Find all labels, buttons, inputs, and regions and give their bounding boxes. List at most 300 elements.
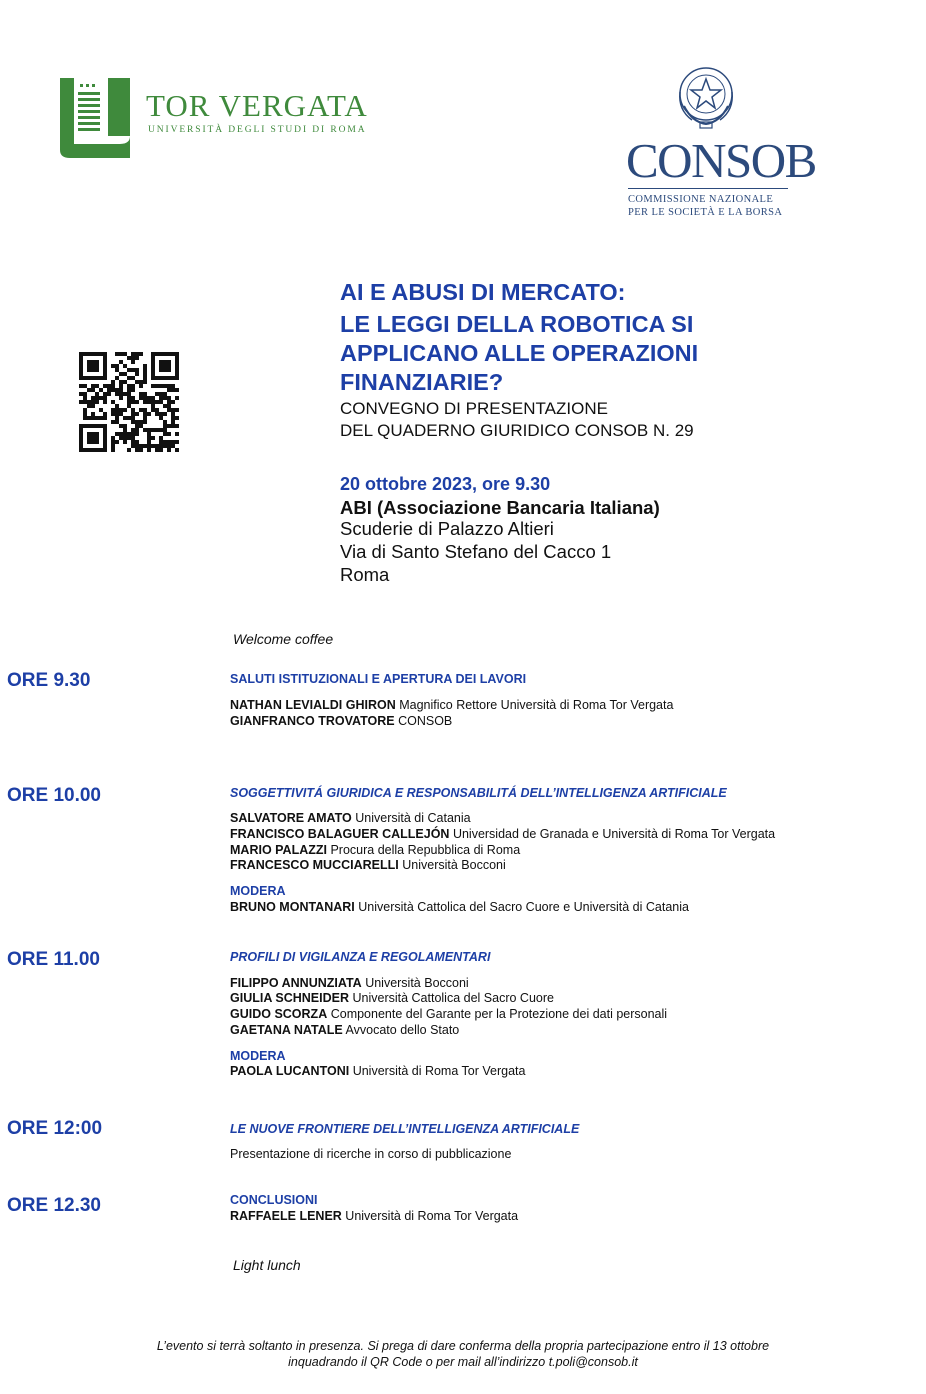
speaker: GIANFRANCO TROVATORE CONSOB [230,714,453,728]
qr-module [139,396,143,400]
qr-module [87,432,91,436]
qr-module [119,408,123,412]
qr-module [131,420,135,424]
qr-module [147,400,151,404]
light-lunch: Light lunch [233,1257,301,1273]
qr-module [123,424,127,428]
qr-module [171,420,175,424]
qr-module [91,352,95,356]
qr-module [91,416,95,420]
qr-module [127,396,131,400]
qr-module [99,388,103,392]
qr-module [163,352,167,356]
qr-module [87,448,91,452]
qr-module [159,448,163,452]
qr-module [111,420,115,424]
tor-vergata-subtitle: UNIVERSITÀ DEGLI STUDI DI ROMA [148,125,367,135]
session-title: CONCLUSIONI [230,1193,318,1207]
qr-module [83,376,87,380]
qr-module [167,396,171,400]
qr-module [115,404,119,408]
qr-module [87,440,91,444]
qr-module [103,448,107,452]
qr-module [135,424,139,428]
qr-module [143,428,147,432]
qr-module [167,400,171,404]
qr-module [131,352,135,356]
qr-module [83,408,87,412]
qr-module [95,396,99,400]
qr-module [99,416,103,420]
qr-module [147,432,151,436]
qr-module [127,404,131,408]
qr-module [131,444,135,448]
qr-module [171,352,175,356]
qr-module [87,376,91,380]
qr-module [143,372,147,376]
qr-module [167,444,171,448]
qr-module [135,412,139,416]
qr-module [167,376,171,380]
event-date: 20 ottobre 2023, ore 9.30 [340,474,551,494]
qr-module [87,404,91,408]
qr-module [83,424,87,428]
qr-module [91,412,95,416]
qr-module [139,352,143,356]
qr-module [151,400,155,404]
qr-module [151,356,155,360]
qr-module [155,376,159,380]
qr-module [123,436,127,440]
qr-module [135,440,139,444]
qr-module [163,368,167,372]
qr-module [135,432,139,436]
qr-module [91,384,95,388]
qr-module [155,400,159,404]
qr-module [155,408,159,412]
qr-module [159,428,163,432]
qr-module [143,392,147,396]
qr-module [167,388,171,392]
qr-module [83,412,87,416]
qr-module [151,352,155,356]
event-address-line: Scuderie di Palazzo Altieri [340,518,554,539]
qr-module [155,448,159,452]
qr-module [99,424,103,428]
qr-module [167,364,171,368]
qr-module [131,416,135,420]
qr-module [115,420,119,424]
qr-module [167,384,171,388]
qr-module [135,448,139,452]
qr-module [103,392,107,396]
qr-module [147,448,151,452]
qr-module [151,396,155,400]
qr-module [163,384,167,388]
qr-module [79,352,83,356]
qr-module [111,412,115,416]
qr-module [155,428,159,432]
qr-module [103,396,107,400]
qr-module [79,360,83,364]
qr-module [103,384,107,388]
qr-module [87,416,91,420]
qr-module [175,408,179,412]
session-time: ORE 9.30 [7,670,91,691]
qr-module [131,376,135,380]
qr-module [131,384,135,388]
qr-module [155,392,159,396]
qr-module [91,376,95,380]
qr-module [79,376,83,380]
qr-module [171,416,175,420]
qr-module [175,360,179,364]
qr-module [123,380,127,384]
qr-module [119,388,123,392]
qr-module [95,432,99,436]
qr-module [159,436,163,440]
qr-module [87,364,91,368]
qr-module [155,412,159,416]
qr-module [79,368,83,372]
moderator-label: MODERA [230,1049,286,1063]
qr-module [115,388,119,392]
qr-module [79,392,83,396]
footer-note-line-1: L’evento si terrà soltanto in presenza. Si prega di dare conferma della propria partecipazione entro il 13 ottobre [156,1339,770,1353]
qr-module [175,352,179,356]
qr-module [147,444,151,448]
qr-module [143,408,147,412]
qr-module [135,428,139,432]
qr-module [119,360,123,364]
qr-module [131,408,135,412]
qr-module [151,436,155,440]
qr-module [115,364,119,368]
qr-module [115,416,119,420]
qr-module [107,392,111,396]
qr-module [91,360,95,364]
qr-module [79,356,83,360]
event-venue: ABI (Associazione Bancaria Italiana) [340,497,660,518]
qr-module [139,392,143,396]
qr-module [115,376,119,380]
qr-module [123,392,127,396]
qr-module [171,440,175,444]
speaker: GUIDO SCORZA Componente del Garante per la Protezione dei dati personali [230,1007,668,1021]
qr-module [171,408,175,412]
qr-module [119,436,123,440]
qr-module [159,352,163,356]
qr-module [119,352,123,356]
qr-module [95,364,99,368]
consob-subtitle-1: COMMISSIONE NAZIONALE [628,194,774,205]
qr-module [123,428,127,432]
qr-module [95,400,99,404]
qr-module [147,396,151,400]
qr-module [131,360,135,364]
qr-module [151,384,155,388]
qr-module [151,404,155,408]
qr-module [131,388,135,392]
qr-module [83,416,87,420]
tor-vergata-logo [60,78,420,158]
qr-module [103,372,107,376]
qr-module [155,444,159,448]
qr-module [91,404,95,408]
qr-module [115,368,119,372]
qr-module [115,440,119,444]
qr-module [151,372,155,376]
qr-module [135,444,139,448]
qr-module [163,360,167,364]
qr-module [99,352,103,356]
qr-module [119,424,123,428]
qr-module [167,432,171,436]
qr-module [167,424,171,428]
footer-note-line-2: inquadrando il QR Code o per mail all’indirizzo t.poli@consob.it [288,1355,638,1369]
speaker: GIULIA SCHNEIDER Università Cattolica del Sacro Cuore [230,991,554,1005]
qr-module [147,428,151,432]
qr-module [103,412,107,416]
qr-module [163,428,167,432]
qr-module [111,380,115,384]
qr-module [163,444,167,448]
qr-module [131,428,135,432]
qr-module [79,384,83,388]
qr-module [79,428,83,432]
qr-module [159,444,163,448]
event-address-line: Via di Santo Stefano del Cacco 1 [340,541,612,562]
session-title: SOGGETTIVITÁ GIURIDICA E RESPONSABILITÁ DELL’INTELLIGENZA ARTIFICIALE [230,786,727,800]
speaker: FRANCISCO BALAGUER CALLEJÓN Universidad de Granada e Università di Roma Tor Vergata [230,827,776,841]
qr-module [131,368,135,372]
qr-module [139,444,143,448]
moderator-label: MODERA [230,884,286,898]
qr-module [119,412,123,416]
session-title: SALUTI ISTITUZIONALI E APERTURA DEI LAVORI [230,672,527,686]
qr-module [95,360,99,364]
qr-module [127,388,131,392]
qr-module [123,364,127,368]
qr-module [167,408,171,412]
event-subtitle-line: CONVEGNO DI PRESENTAZIONE [340,399,608,418]
qr-module [99,448,103,452]
qr-module [111,388,115,392]
qr-module [143,416,147,420]
qr-module [167,440,171,444]
qr-module [159,440,163,444]
qr-module [115,392,119,396]
qr-module [139,380,143,384]
qr-module [103,444,107,448]
consob-name: CONSOB [626,133,816,188]
qr-module [111,400,115,404]
qr-module [127,400,131,404]
qr-module [95,424,99,428]
qr-module [127,356,131,360]
welcome-coffee: Welcome coffee [233,631,334,647]
qr-module [99,376,103,380]
qr-module [79,372,83,376]
qr-module [103,352,107,356]
qr-module [143,368,147,372]
qr-module [95,368,99,372]
qr-module [159,360,163,364]
qr-module [119,380,123,384]
qr-module [163,404,167,408]
qr-module [123,352,127,356]
qr-module [131,396,135,400]
qr-module [111,440,115,444]
qr-module [163,424,167,428]
consob-logo [620,62,816,227]
qr-module [79,432,83,436]
qr-module [99,396,103,400]
qr-module [123,432,127,436]
qr-module [131,412,135,416]
qr-module [83,384,87,388]
qr-code-icon[interactable] [79,352,179,452]
qr-module [171,412,175,416]
qr-module [91,388,95,392]
qr-module [147,412,151,416]
qr-module [143,420,147,424]
session-time: ORE 11.00 [7,949,100,970]
qr-module [159,368,163,372]
qr-module [175,440,179,444]
qr-module [143,444,147,448]
qr-module [79,424,83,428]
qr-module [163,364,167,368]
qr-module [95,376,99,380]
qr-module [167,352,171,356]
speaker: FRANCESCO MUCCIARELLI Università Bocconi [230,858,506,872]
qr-module [135,420,139,424]
tor-vergata-emblem-icon [60,78,140,158]
qr-module [139,420,143,424]
qr-module [123,372,127,376]
qr-module [119,384,123,388]
qr-module [139,384,143,388]
qr-module [175,372,179,376]
qr-module [135,380,139,384]
qr-module [123,408,127,412]
qr-module [127,448,131,452]
qr-module [127,436,131,440]
qr-module [95,392,99,396]
qr-module [163,412,167,416]
qr-module [139,448,143,452]
tor-vergata-name: TOR VERGATA [146,88,368,123]
qr-module [159,376,163,380]
qr-module [91,448,95,452]
qr-module [95,436,99,440]
qr-module [151,428,155,432]
speaker: GAETANA NATALE Avvocato dello Stato [230,1023,460,1037]
qr-module [143,396,147,400]
consob-divider [628,188,788,189]
qr-module [175,396,179,400]
session-time: ORE 12.30 [7,1195,101,1216]
qr-module [127,392,131,396]
qr-module [123,416,127,420]
qr-module [95,448,99,452]
qr-module [87,368,91,372]
session-title: PROFILI DI VIGILANZA E REGOLAMENTARI [230,950,491,964]
qr-module [163,396,167,400]
qr-module [111,436,115,440]
qr-module [127,432,131,436]
qr-module [79,364,83,368]
qr-module [155,352,159,356]
qr-module [95,440,99,444]
qr-module [159,400,163,404]
qr-module [151,376,155,380]
qr-module [115,412,119,416]
qr-module [79,444,83,448]
qr-module [131,356,135,360]
qr-module [95,384,99,388]
qr-module [119,432,123,436]
qr-module [87,388,91,392]
consob-subtitle-2: PER LE SOCIETÀ E LA BORSA [628,207,783,218]
qr-module [143,412,147,416]
qr-module [111,448,115,452]
qr-module [139,424,143,428]
qr-module [135,400,139,404]
qr-module [103,376,107,380]
qr-module [119,372,123,376]
event-title-line: APPLICANO ALLE OPERAZIONI [340,340,699,366]
qr-module [139,408,143,412]
qr-module [171,424,175,428]
moderator: PAOLA LUCANTONI Università di Roma Tor Vergata [230,1064,526,1078]
event-title-line: LE LEGGI DELLA ROBOTICA SI [340,311,694,337]
qr-module [103,400,107,404]
qr-module [159,396,163,400]
qr-module [163,440,167,444]
qr-module [163,376,167,380]
qr-module [115,432,119,436]
qr-module [103,356,107,360]
qr-module [151,360,155,364]
session-title: LE NUOVE FRONTIERE DELL’INTELLIGENZA ARTIFICIALE [230,1122,580,1136]
qr-module [103,432,107,436]
speaker: RAFFAELE LENER Università di Roma Tor Vergata [230,1209,519,1223]
qr-module [87,360,91,364]
qr-module [135,368,139,372]
qr-module [171,388,175,392]
qr-module [175,424,179,428]
qr-module [167,404,171,408]
event-title-line: AI E ABUSI DI MERCATO: [340,279,626,305]
qr-module [111,364,115,368]
qr-module [83,448,87,452]
qr-module [127,416,131,420]
qr-module [111,408,115,412]
qr-module [79,400,83,404]
qr-module [127,384,131,388]
qr-module [131,440,135,444]
qr-module [87,424,91,428]
qr-module [163,432,167,436]
qr-module [171,384,175,388]
qr-module [79,436,83,440]
qr-module [171,400,175,404]
italian-republic-emblem-icon [674,62,738,130]
session-time: ORE 12:00 [7,1118,103,1139]
qr-module [131,432,135,436]
